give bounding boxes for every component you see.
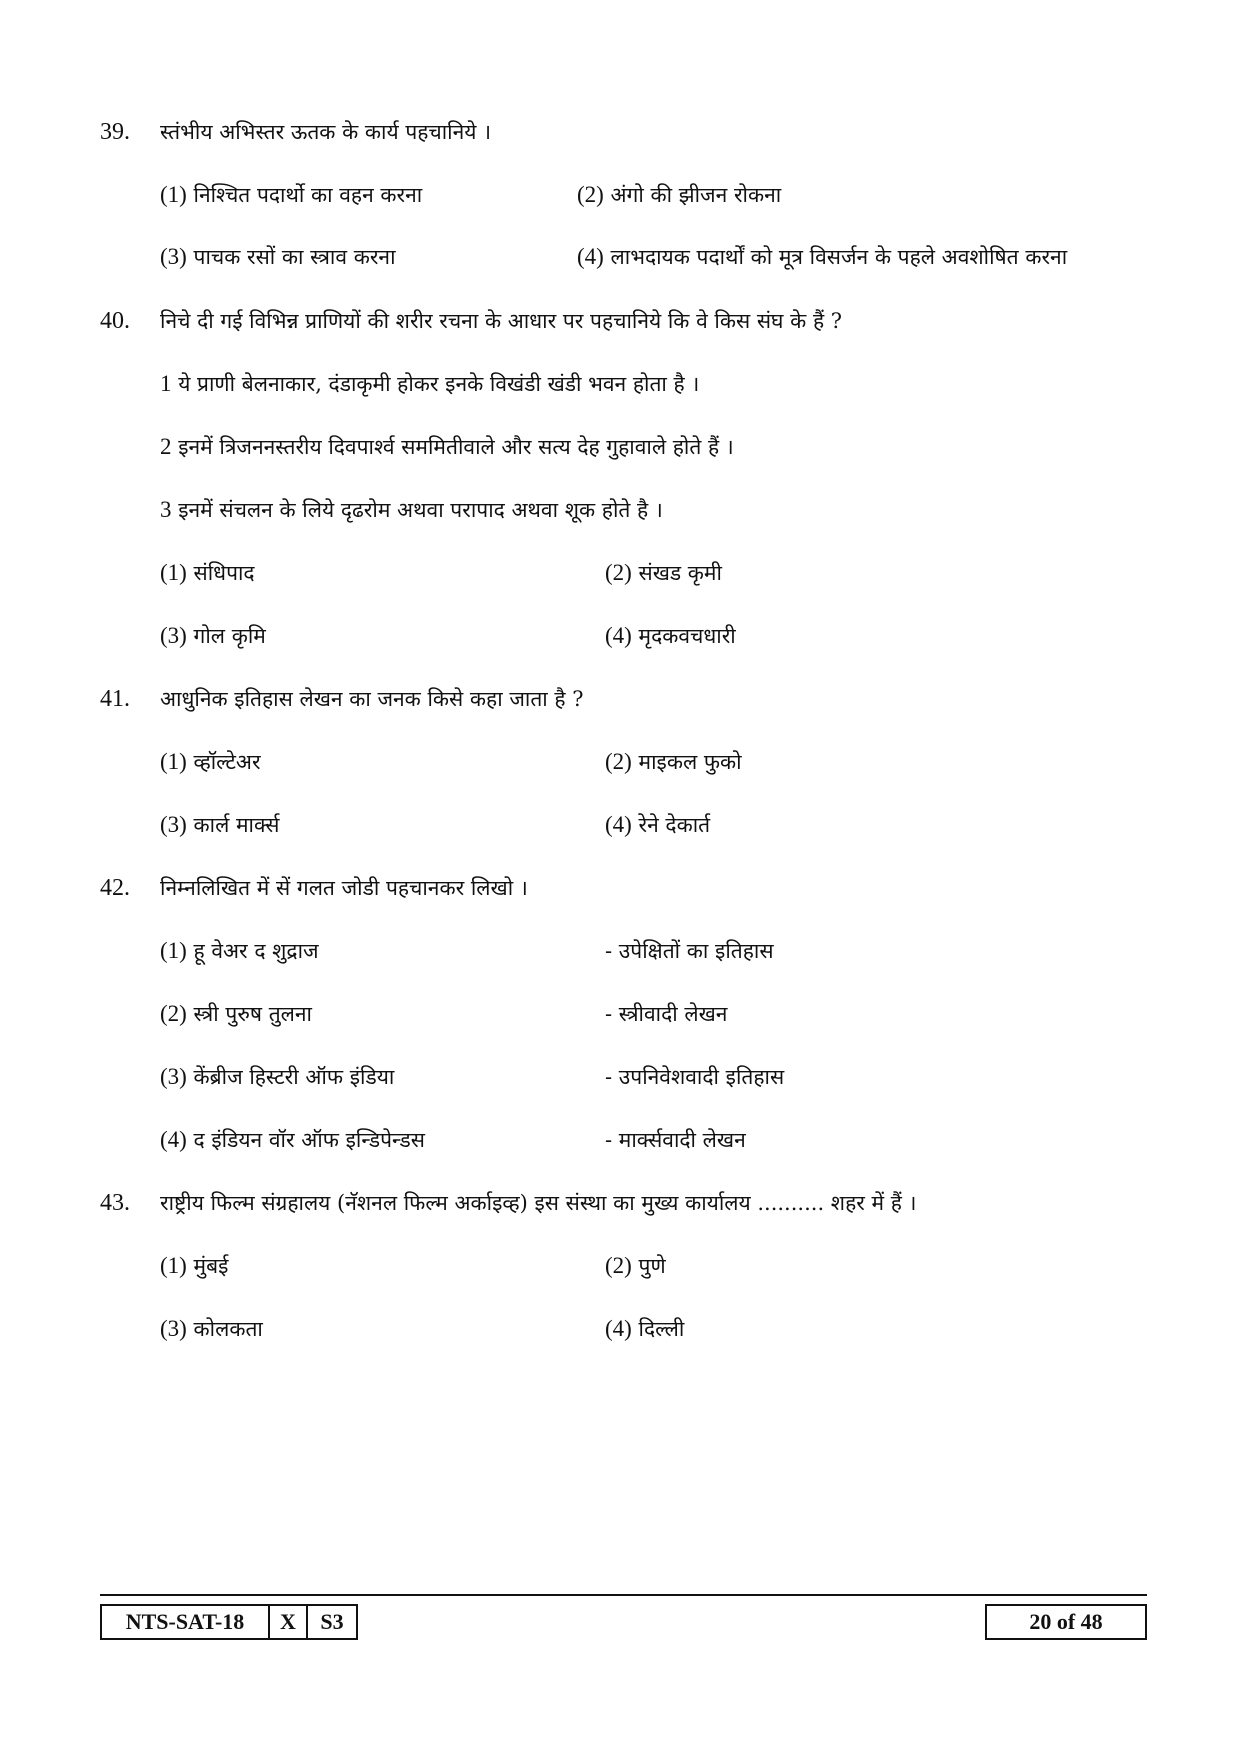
statement-1	[160, 369, 699, 399]
option-2	[577, 180, 781, 210]
footer-divider	[100, 1594, 1147, 1596]
statement-text: ये प्राणी बेलनाकार, दंडाकृमी होकर इनके विखंडी खंडी भवन होता है ।	[178, 372, 700, 396]
statement-3	[160, 495, 663, 525]
option-text: निश्चित पदार्थो का वहन करना	[193, 183, 423, 207]
set-label: S3	[306, 1606, 356, 1638]
pair-left	[160, 1125, 425, 1155]
option-number: (3)	[160, 1064, 187, 1089]
option-number: (1)	[160, 749, 187, 774]
statement-number: 2	[160, 434, 172, 459]
pair-left-text: द इंडियन वॉर ऑफ इन्डिपेन्डस	[193, 1128, 425, 1152]
option-number: (2)	[160, 1001, 187, 1026]
option-number: (3)	[160, 812, 187, 837]
option-4	[577, 242, 1067, 272]
option-4	[605, 621, 736, 651]
option-2	[605, 747, 742, 777]
option-number: (2)	[605, 749, 632, 774]
option-number: (1)	[160, 938, 187, 963]
option-number: (3)	[160, 623, 187, 648]
pair-right: - उपनिवेशवादी इतिहास	[605, 1065, 785, 1089]
option-text: अंगो की झीजन रोकना	[610, 183, 782, 207]
pair-left-text: स्त्री पुरुष तुलना	[193, 1002, 312, 1026]
question-text: राष्ट्रीय फिल्म संग्रहालय (नॅशनल फिल्म अर्काइव्ह) इस संस्था का मुख्य कार्यालय .......... शहर में हैं ।	[160, 1191, 917, 1215]
question-number: 39.	[100, 119, 130, 145]
pair-right: - उपेक्षितों का इतिहास	[605, 939, 774, 963]
question-number: 40.	[100, 308, 130, 334]
option-1	[160, 1251, 228, 1281]
option-number: (4)	[605, 1316, 632, 1341]
option-number: (4)	[605, 623, 632, 648]
question-text: निचे दी गई विभिन्न प्राणियों की शरीर रचना के आधार पर पहचानिये कि वे किस संघ के हैं ?	[160, 309, 843, 333]
option-1	[160, 558, 255, 588]
option-number: (4)	[160, 1127, 187, 1152]
option-3	[160, 1314, 263, 1344]
option-1	[160, 747, 261, 777]
question-number: 43.	[100, 1190, 130, 1216]
pair-left	[160, 999, 312, 1029]
option-text: पुणे	[638, 1254, 666, 1278]
option-number: (3)	[160, 244, 187, 269]
statement-2	[160, 432, 734, 462]
pair-left	[160, 1062, 394, 1092]
option-1	[160, 180, 422, 210]
option-4	[605, 810, 710, 840]
option-number: (4)	[605, 812, 632, 837]
question-text: निम्नलिखित में सें गलत जोडी पहचानकर लिखो ।	[160, 876, 528, 900]
option-text: कोलकता	[193, 1317, 263, 1341]
option-4	[605, 1314, 684, 1344]
option-text: मृदकवचधारी	[638, 624, 736, 648]
option-text: माइकल फुको	[638, 750, 742, 774]
class-label: X	[268, 1606, 306, 1638]
option-number: (2)	[605, 560, 632, 585]
option-text: मुंबई	[193, 1254, 229, 1278]
paper-code: NTS-SAT-18	[125, 1609, 245, 1634]
pair-left	[160, 936, 319, 966]
footer-code-box	[100, 1604, 358, 1640]
option-number: (1)	[160, 560, 187, 585]
option-text: रेने देकार्त	[638, 813, 711, 837]
pair-left-text: हू वेअर द शुद्राज	[193, 939, 319, 963]
option-text: गोल कृमि	[193, 624, 266, 648]
option-2	[605, 1251, 666, 1281]
statement-number: 1	[160, 371, 172, 396]
option-number: (1)	[160, 1253, 187, 1278]
option-number: (4)	[577, 244, 604, 269]
pair-right: - स्त्रीवादी लेखन	[605, 1002, 728, 1026]
option-text: संधिपाद	[193, 561, 255, 585]
option-3	[160, 810, 280, 840]
pair-right: - मार्क्सवादी लेखन	[605, 1128, 746, 1152]
option-number: (3)	[160, 1316, 187, 1341]
option-2	[605, 558, 722, 588]
option-3	[160, 621, 266, 651]
statement-text: इनमें त्रिजननस्तरीय दिवपार्श्व सममितीवाले और सत्य देह गुहावाले होते हैं ।	[178, 435, 734, 459]
page-number: 20 of 48	[985, 1604, 1147, 1640]
option-3	[160, 242, 396, 272]
statement-text: इनमें संचलन के लिये दृढरोम अथवा परापाद अथवा शूक होते है ।	[178, 498, 663, 522]
option-text: लाभदायक पदार्थों को मूत्र विसर्जन के पहले अवशोषित करना	[610, 245, 1068, 269]
pair-left-text: केंब्रीज हिस्टरी ऑफ इंडिया	[193, 1065, 395, 1089]
option-text: संखड कृमी	[638, 561, 722, 585]
option-text: पाचक रसों का स्त्राव करना	[193, 245, 396, 269]
question-number: 42.	[100, 875, 130, 901]
statement-number: 3	[160, 497, 172, 522]
option-text: दिल्ली	[638, 1317, 685, 1341]
question-number: 41.	[100, 686, 130, 712]
question-text: आधुनिक इतिहास लेखन का जनक किसे कहा जाता है ?	[160, 687, 584, 711]
option-text: व्हॉल्टेअर	[193, 750, 261, 774]
question-text: स्तंभीय अभिस्तर ऊतक के कार्य पहचानिये ।	[160, 120, 492, 144]
option-number: (2)	[577, 182, 604, 207]
option-text: कार्ल मार्क्स	[193, 813, 280, 837]
option-number: (1)	[160, 182, 187, 207]
option-number: (2)	[605, 1253, 632, 1278]
